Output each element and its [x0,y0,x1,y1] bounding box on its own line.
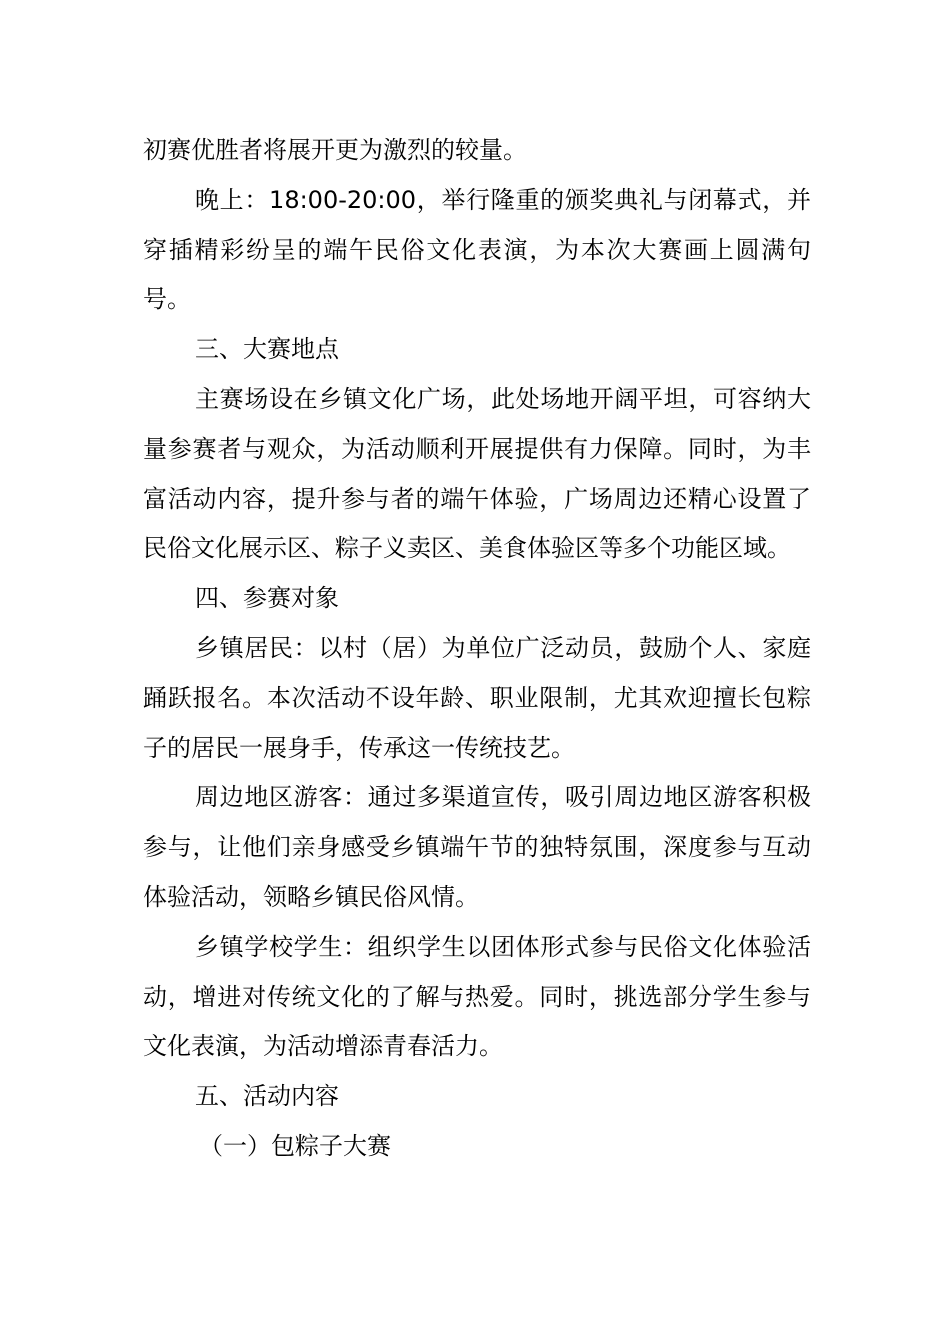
section-heading-activities: 五、活动内容 [195,1082,339,1111]
subsection-heading-zongzi-contest: （一）包粽子大赛 [199,1131,391,1160]
paragraph-evening-schedule: 晚上：18:00-20:00，举行隆重的颁奖典礼与闭幕式，并穿插精彩纷呈的端午民俗文化表演，为本次大赛画上圆满句号。 [143,185,811,314]
paragraph-students: 乡镇学校学生：组织学生以团体形式参与民俗文化体验活动，增进对传统文化的了解与热爱。同时，挑选部分学生参与文化表演，为活动增添青春活力。 [143,932,811,1061]
document-body [143,126,811,1172]
paragraph-venue: 主赛场设在乡镇文化广场，此处场地开阔平坦，可容纳大量参赛者与观众，为活动顺利开展提供有力保障。同时，为丰富活动内容，提升参与者的端午体验，广场周边还精心设置了民俗文化展示区、粽子义卖区、美食体验区等多个功能区域。 [143,384,811,563]
section-heading-participants: 四、参赛对象 [195,584,339,613]
paragraph-tourists: 周边地区游客：通过多渠道宣传，吸引周边地区游客积极参与，让他们亲身感受乡镇端午节的独特氛围，深度参与互动体验活动，领略乡镇民俗风情。 [143,783,811,911]
paragraph-prelim-winners: 初赛优胜者将展开更为激烈的较量。 [143,136,527,164]
paragraph-residents: 乡镇居民：以村（居）为单位广泛动员，鼓励个人、家庭踊跃报名。本次活动不设年龄、职业限制，尤其欢迎擅长包粽子的居民一展身手，传承这一传统技艺。 [143,633,811,762]
section-heading-venue: 三、大赛地点 [195,335,339,364]
